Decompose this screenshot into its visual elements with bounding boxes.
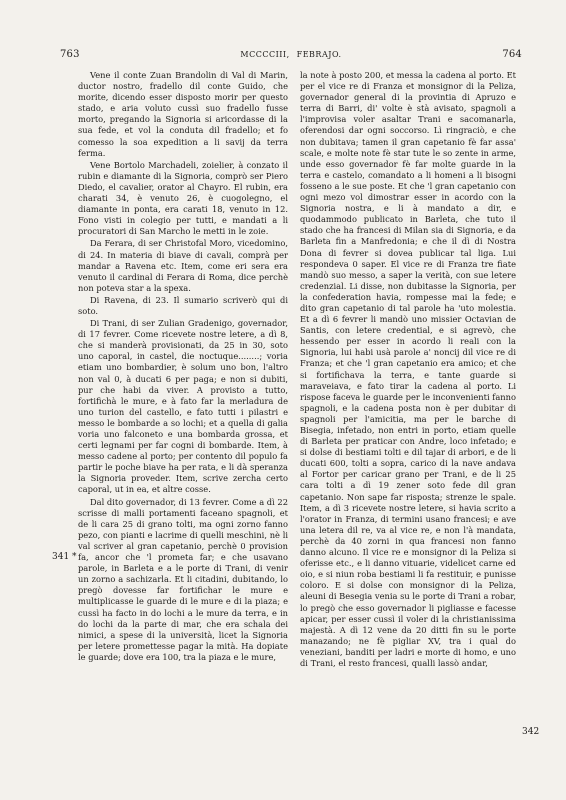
paragraph: Da Ferara, di ser Christofal Moro, vicedomino, di 24. In materia di biave di cavali, comprà per mandar a Ravena etc. Item, come eri sera era venuto il cardinal di Ferara di Roma, dice perchè non poteva star a la spexa. bbox=[78, 238, 288, 293]
paragraph: Vene Bortolo Marchadeli, zoielier, à conzato il rubin e diamante di la Signoria, comprò ser Piero Diedo, el cavalier, orator al Chayro. El rubin, era charati 34, è venuto 26, è cuogolegno, el diamante in ponta, era carati 18, venuto in 12. Fono visti in colegio per tutti, e mandati a li procuratori di San Marcho le metti in le zoie. bbox=[78, 159, 288, 237]
right-text-column bbox=[300, 70, 516, 669]
paragraph: Vene il conte Zuan Brandolin di Val di Marin, ductor nostro, fradello dil conte Guido, che morite, dicendo esser disposto morir per questo stado, e aria voluto cussì suo fradello fusse morto, pregando la Signoria si aricordasse di la sua fede, et vol la conduta dil fradello; et fo comesso la soa expedition a li savij da terra ferma. bbox=[78, 70, 288, 158]
margin-note-right: 342 bbox=[522, 727, 540, 737]
page-header bbox=[60, 49, 522, 63]
paragraph: Dal dito governador, di 13 fevrer. Come a dì 22 scrisse di malli portamenti faceano spagnoli, et de li cara 25 di grano tolti, ma ogni zorno fanno pezo, con pianti e lacrime di quelli meschini, nè li val scriver al gran capetanio, perchè 0 provision fa, ancor che 'l prometa far; e che usavano parole, in Barleta e a le porte di Trani, di venir un zorno a sachizarla. Et li citadini, dubitando, lo pregò dovesse far fortifichar le mure e multiplicasse le guarde di le mure e di la piaza; e cussì ha facto in do lochi a le mure da terra, e in do lochi da la parte di mar, che era schala dei nimici, a spese di la università, licet la Signoria per letere promettesse pagar la mità. Ha dopiate le guarde; dove era 100, tra la piaza e le mure, bbox=[78, 496, 288, 662]
page-number-right: 764 bbox=[502, 49, 522, 60]
paragraph: la note à posto 200, et messa la cadena al porto. Et per el vice re di Franza et monsignor di la Peliza, governador general di la provintia di Apruzo e terra di Barri, di' volte è stà avisato, spagnoli a l'improvisa voler asaltar Trani e sacomanarla, oferendosi dar ogni soccorso. Lì ringraciò, e che non dubitava; tamen il gran capetanio fè far assa' scale, e molte note fè star tute le so zente in arme, unde esso governador fè far molte guarde in la terra e castelo, comandato a li homeni a li bisogni fosseno a le sue poste. Et che 'l gran capetanio con ogni mezo vol dimostrar esser in acordo con la Signoria nostra, e li à mandato a dir, e quodammodo publicato in Barleta, che tuto il stado che ha francesi di Milan sia di Signoria, e da Barleta fin a Manfredonia; e che il dì di Nostra Dona di fevrer si dovea publicar tal liga. Lui respondeva 0 saper. El vice re di Franza tre fiate mandò suo messo, a saper la verità, con sue letere credenzial. Li disse, non dubitasse la Signoria, per la confederation havia, rompesse mai la fede; e dito gran capetanio di tal parole ha 'uto molestia. Et a dì 6 fevrer li mandò uno missier Octavian de Santis, con letere credential, e si agrevò, che hessendo per esser in acordo li reali con la Signoria, lui habi usà parole a' noncij dil vice re di Franza; et che 'l gran capetanio era amico; et che si fortifichava la terra, e tante guarde si maraveiava, e fato tirar la cadena al porto. Li rispose faceva le guarde per le inconvenienti fanno spagnoli, e la cadena posta non è per dubitar di spagnoli per l'amicitia, ma per le barche di Bisegia, infetado, non entri in porto, etiam quelle di Barleta per praticar con Andre, loco infetado; e si dolse di bestiami tolti e dil tajar di arbori, e de li ducati 600, tolti a sopra, carico di la nave andava al Fortor per caricar grano per Trani, e de li 25 cara tolti a dì 19 zener soto fede dil gran capetanio. Non sape far risposta; strenze le spale. Item, a dì 3 ricevete nostre letere, si havia scrito a l'orator in Franza, di termini usano francesi; e ave una letera dil re, va al vice re, e non l'à mandata, perchè da 40 zorni in qua francesi non fanno danno alcuno. Il vice re e monsignor di la Peliza si oferisse etc., e li danno vituarie, videlicet carne ed oio, e si niun roba bestiami li fa restituir, e punisse coloro. E si dolse con monsignor di la Peliza, aleuni di Besegia venia su le porte di Trani a robar, lo pregò che esso governador li pigliasse e facesse apicar, per esser cussì il voler di la christianissima majestà. A dì 12 vene da 20 ditti fin su le porte manazando; ne fè pigliar XV, tra i qual do veneziani, banditi per ladri e morte di homo, e uno di Trani, el resto francesi, qualli lassò andar, bbox=[300, 70, 516, 668]
paragraph: Di Ravena, di 23. Il sumario scriverò qui di soto. bbox=[78, 294, 288, 316]
page-number-left: 763 bbox=[60, 49, 80, 60]
left-text-column bbox=[78, 70, 288, 663]
running-title-year: MCCCCIII, bbox=[240, 50, 290, 59]
margin-note-left: 341 * bbox=[52, 552, 77, 562]
paragraph: Di Trani, di ser Zulian Gradenigo, governador, di 17 fevrer. Come ricevete nostre letere, a dì 8, che si manderà provisionati, da 25 in 30, soto uno caporal, in castel, die noctuque........; voria etiam uno bombardier, è solum uno bon, l'altro non val 0, à ducati 6 per paga; e non si dubiti, pur che habi da viver. A provisto a tutto, fortifichà le mure, e à fato far la merladura de uno turion del castello, e fato tutti i pilastri e messo le bombarde a so lochi; et a quella di galia voria uno falconeto e una bombarda grossa, et certi legnami per far cogni di bombarde. Item, à messo cadene al porto; per contento dil populo fa partir le poche biave ha per rata, e li dà speranza la Signoria proveder. Item, scrive zercha certo caporal, ut in ea, et altre cosse. bbox=[78, 318, 288, 495]
running-title bbox=[238, 50, 343, 59]
running-title-month: FEBRAJO. bbox=[296, 50, 342, 59]
